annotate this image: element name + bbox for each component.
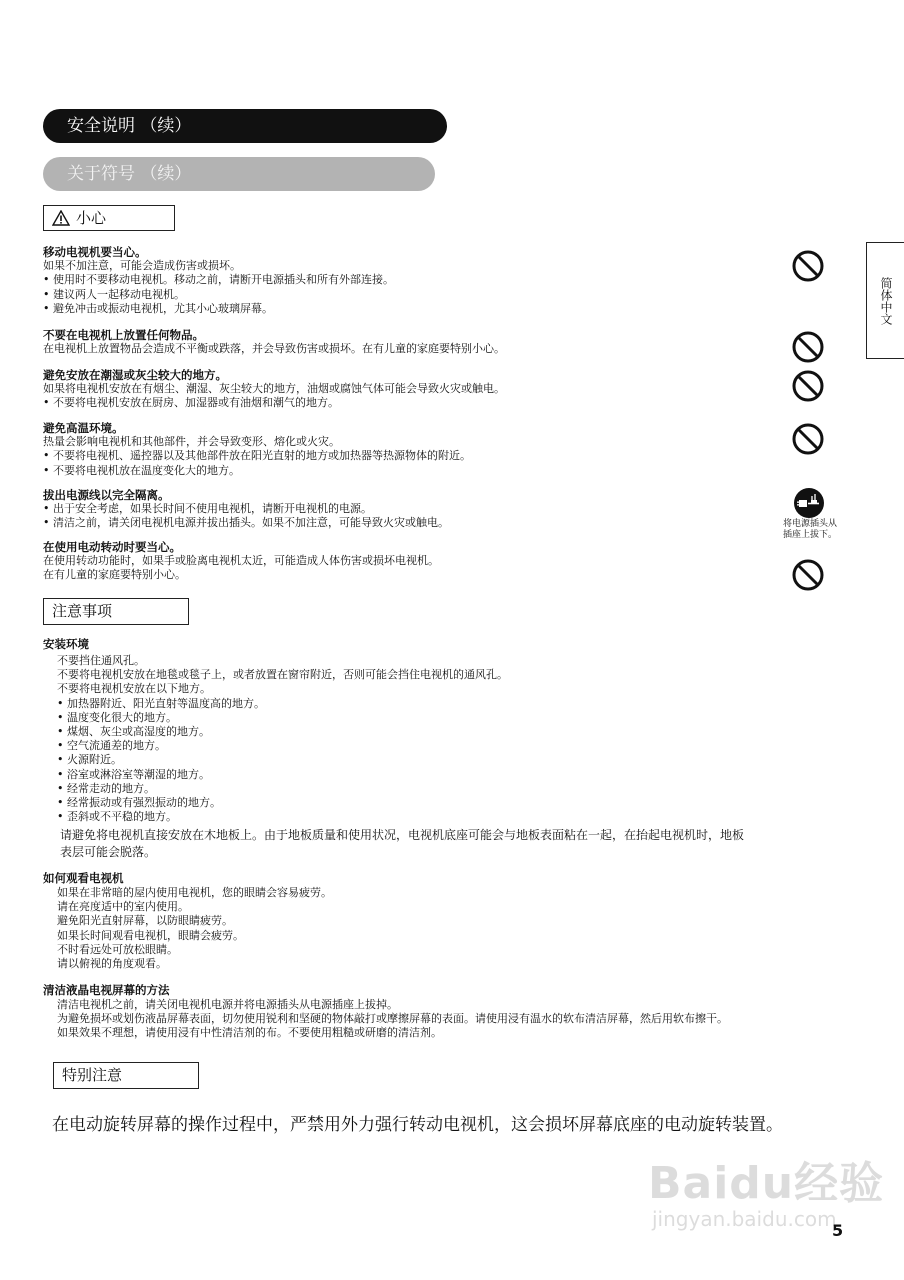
install-bullet: • 经常走动的地方。 <box>57 782 508 796</box>
prohibition-icon <box>791 369 825 403</box>
caution-bullet: • 清洁之前，请关闭电视机电源并拔出插头。如果不加注意，可能导致火灾或触电。 <box>43 516 449 530</box>
install-line: 不要将电视机安放在以下地方。 <box>57 682 211 696</box>
caution-line: 在使用转动功能时，如果手或脸离电视机太近，可能造成人体伤害或损坏电视机。 <box>43 554 439 568</box>
caution-heading: 不要在电视机上放置任何物品。 <box>43 328 204 342</box>
prohibition-icon <box>791 249 825 283</box>
caution-heading: 移动电视机要当心。 <box>43 245 147 259</box>
viewing-line: 避免阳光直射屏幕，以防眼睛疲劳。 <box>57 914 233 928</box>
caution-bullet: • 不要将电视机放在温度变化大的地方。 <box>43 464 471 478</box>
prohibition-icon <box>791 330 825 364</box>
caution-section-humidity <box>43 368 505 411</box>
caution-heading-box <box>43 205 175 231</box>
install-line: 不要将电视机安放在地毯或毯子上，或者放置在窗帘附近，否则可能会挡住电视机的通风孔。 <box>57 668 508 682</box>
viewing-line: 请在亮度适中的室内使用。 <box>57 900 189 914</box>
notes-viewing-lines <box>57 886 332 971</box>
viewing-line: 不时看远处可放松眼睛。 <box>57 942 178 956</box>
prohibition-icon <box>791 558 825 592</box>
caution-bullet: • 不要将电视机安放在厨房、加湿器或有油烟和潮气的地方。 <box>43 396 505 410</box>
caution-line: 热量会影响电视机和其他部件，并会导致变形、熔化或火灾。 <box>43 435 340 449</box>
install-line: 不要挡住通风孔。 <box>57 654 145 667</box>
unplug-caption-line: 将电源插头从 <box>782 519 837 529</box>
caution-bullet: • 使用时不要移动电视机。移动之前，请断开电源插头和所有外部连接。 <box>43 273 394 287</box>
caution-heading: 避免高温环境。 <box>43 421 124 435</box>
cleaning-line: 清洁电视机之前，请关闭电视机电源并将电源插头从电源插座上拔掉。 <box>57 998 398 1011</box>
caution-heading: 避免安放在潮湿或灰尘较大的地方。 <box>43 368 227 382</box>
caution-bullet: • 不要将电视机、遥控器以及其他部件放在阳光直射的地方或加热器等热源物体的附近。 <box>43 449 471 463</box>
caution-bullet: • 出于安全考虑，如果长时间不使用电视机，请断开电视机的电源。 <box>43 502 449 516</box>
notes-install-section <box>43 637 89 651</box>
section-title-banner: 安全说明 （续） <box>43 109 447 143</box>
caution-label: 小心 <box>76 209 107 227</box>
caution-line: 在有儿童的家庭要特别小心。 <box>43 568 186 582</box>
floor-note-line: 表层可能会脱落。 <box>60 845 157 859</box>
viewing-line: 请以俯视的角度观看。 <box>57 957 167 971</box>
install-bullet: • 火源附近。 <box>57 753 508 767</box>
caution-line: 如果将电视机安放在有烟尘、潮湿、灰尘较大的地方，油烟或腐蚀气体可能会导致火灾或触电。 <box>43 382 505 396</box>
notes-heading: 清洁液晶电视屏幕的方法 <box>43 983 170 997</box>
warning-triangle-icon <box>52 210 70 226</box>
unplug-icon <box>793 487 825 519</box>
cleaning-line: 如果效果不理想，请使用浸有中性清洁剂的布。不要使用粗糙或研磨的清洁剂。 <box>57 1026 442 1040</box>
notes-heading-box: 注意事项 <box>43 598 189 625</box>
caution-section-heat <box>43 421 471 478</box>
watermark-url: jingyan.baidu.com <box>652 1207 837 1231</box>
cleaning-line: 为避免损坏或划伤液晶屏幕表面，切勿使用锐利和坚硬的物体敲打或摩擦屏幕的表面。请使用浸有温水的软布清洁屏幕，然后用软布擦干。 <box>57 1012 728 1026</box>
caution-bullet: • 建议两人一起移动电视机。 <box>43 288 394 302</box>
install-bullet: • 空气流通差的地方。 <box>57 739 508 753</box>
install-bullet: • 经常振动或有强烈振动的地方。 <box>57 796 508 810</box>
section-subtitle-banner: 关于符号 （续） <box>43 157 435 191</box>
notes-heading: 如何观看电视机 <box>43 871 124 885</box>
caution-section-no-objects <box>43 328 505 356</box>
baidu-watermark <box>648 1147 884 1231</box>
special-heading-box: 特别注意 <box>53 1062 199 1089</box>
install-bullet: • 加热器附近、阳光直射等温度高的地方。 <box>57 697 508 711</box>
caution-section-unplug <box>43 488 449 531</box>
notes-cleaning-section <box>43 983 170 997</box>
install-bullet: • 温度变化很大的地方。 <box>57 711 508 725</box>
caution-line: 在电视机上放置物品会造成不平衡或跌落，并会导致伤害或损坏。在有儿童的家庭要特别小心。 <box>43 342 505 356</box>
caution-bullet: • 避免冲击或振动电视机，尤其小心玻璃屏幕。 <box>43 302 394 316</box>
notes-install-lines <box>57 654 508 824</box>
language-side-tab: 简体中文 <box>866 242 904 359</box>
caution-section-move <box>43 245 394 316</box>
caution-heading: 在使用电动转动时要当心。 <box>43 540 181 554</box>
unplug-caption <box>770 519 850 541</box>
viewing-line: 如果在非常暗的屋内使用电视机，您的眼睛会容易疲劳。 <box>57 886 332 899</box>
special-notice-text: 在电动旋转屏幕的操作过程中，严禁用外力强行转动电视机，这会损坏屏幕底座的电动旋转装置。 <box>52 1115 783 1135</box>
notes-viewing-section <box>43 871 124 885</box>
notes-cleaning-lines <box>57 998 728 1041</box>
viewing-line: 如果长时间观看电视机，眼睛会疲劳。 <box>57 928 244 942</box>
notes-heading: 安装环境 <box>43 637 89 651</box>
unplug-caption-line: 插座上拔下。 <box>782 530 837 540</box>
caution-section-rotation <box>43 540 439 583</box>
page-number: 5 <box>832 1221 844 1240</box>
install-bullet: • 浴室或淋浴室等潮湿的地方。 <box>57 768 508 782</box>
caution-line: 如果不加注意，可能会造成伤害或损坏。 <box>43 259 241 273</box>
watermark-logo: Baidu经验 <box>648 1158 885 1209</box>
caution-heading: 拔出电源线以完全隔离。 <box>43 488 170 502</box>
install-bullet: • 歪斜或不平稳的地方。 <box>57 810 508 824</box>
floor-note-line: 请避免将电视机直接安放在木地板上。由于地板质量和使用状况，电视机底座可能会与地板表面粘在一起，在抬起电视机时，地板 <box>60 828 745 842</box>
install-bullet: • 煤烟、灰尘或高湿度的地方。 <box>57 725 508 739</box>
prohibition-icon <box>791 422 825 456</box>
